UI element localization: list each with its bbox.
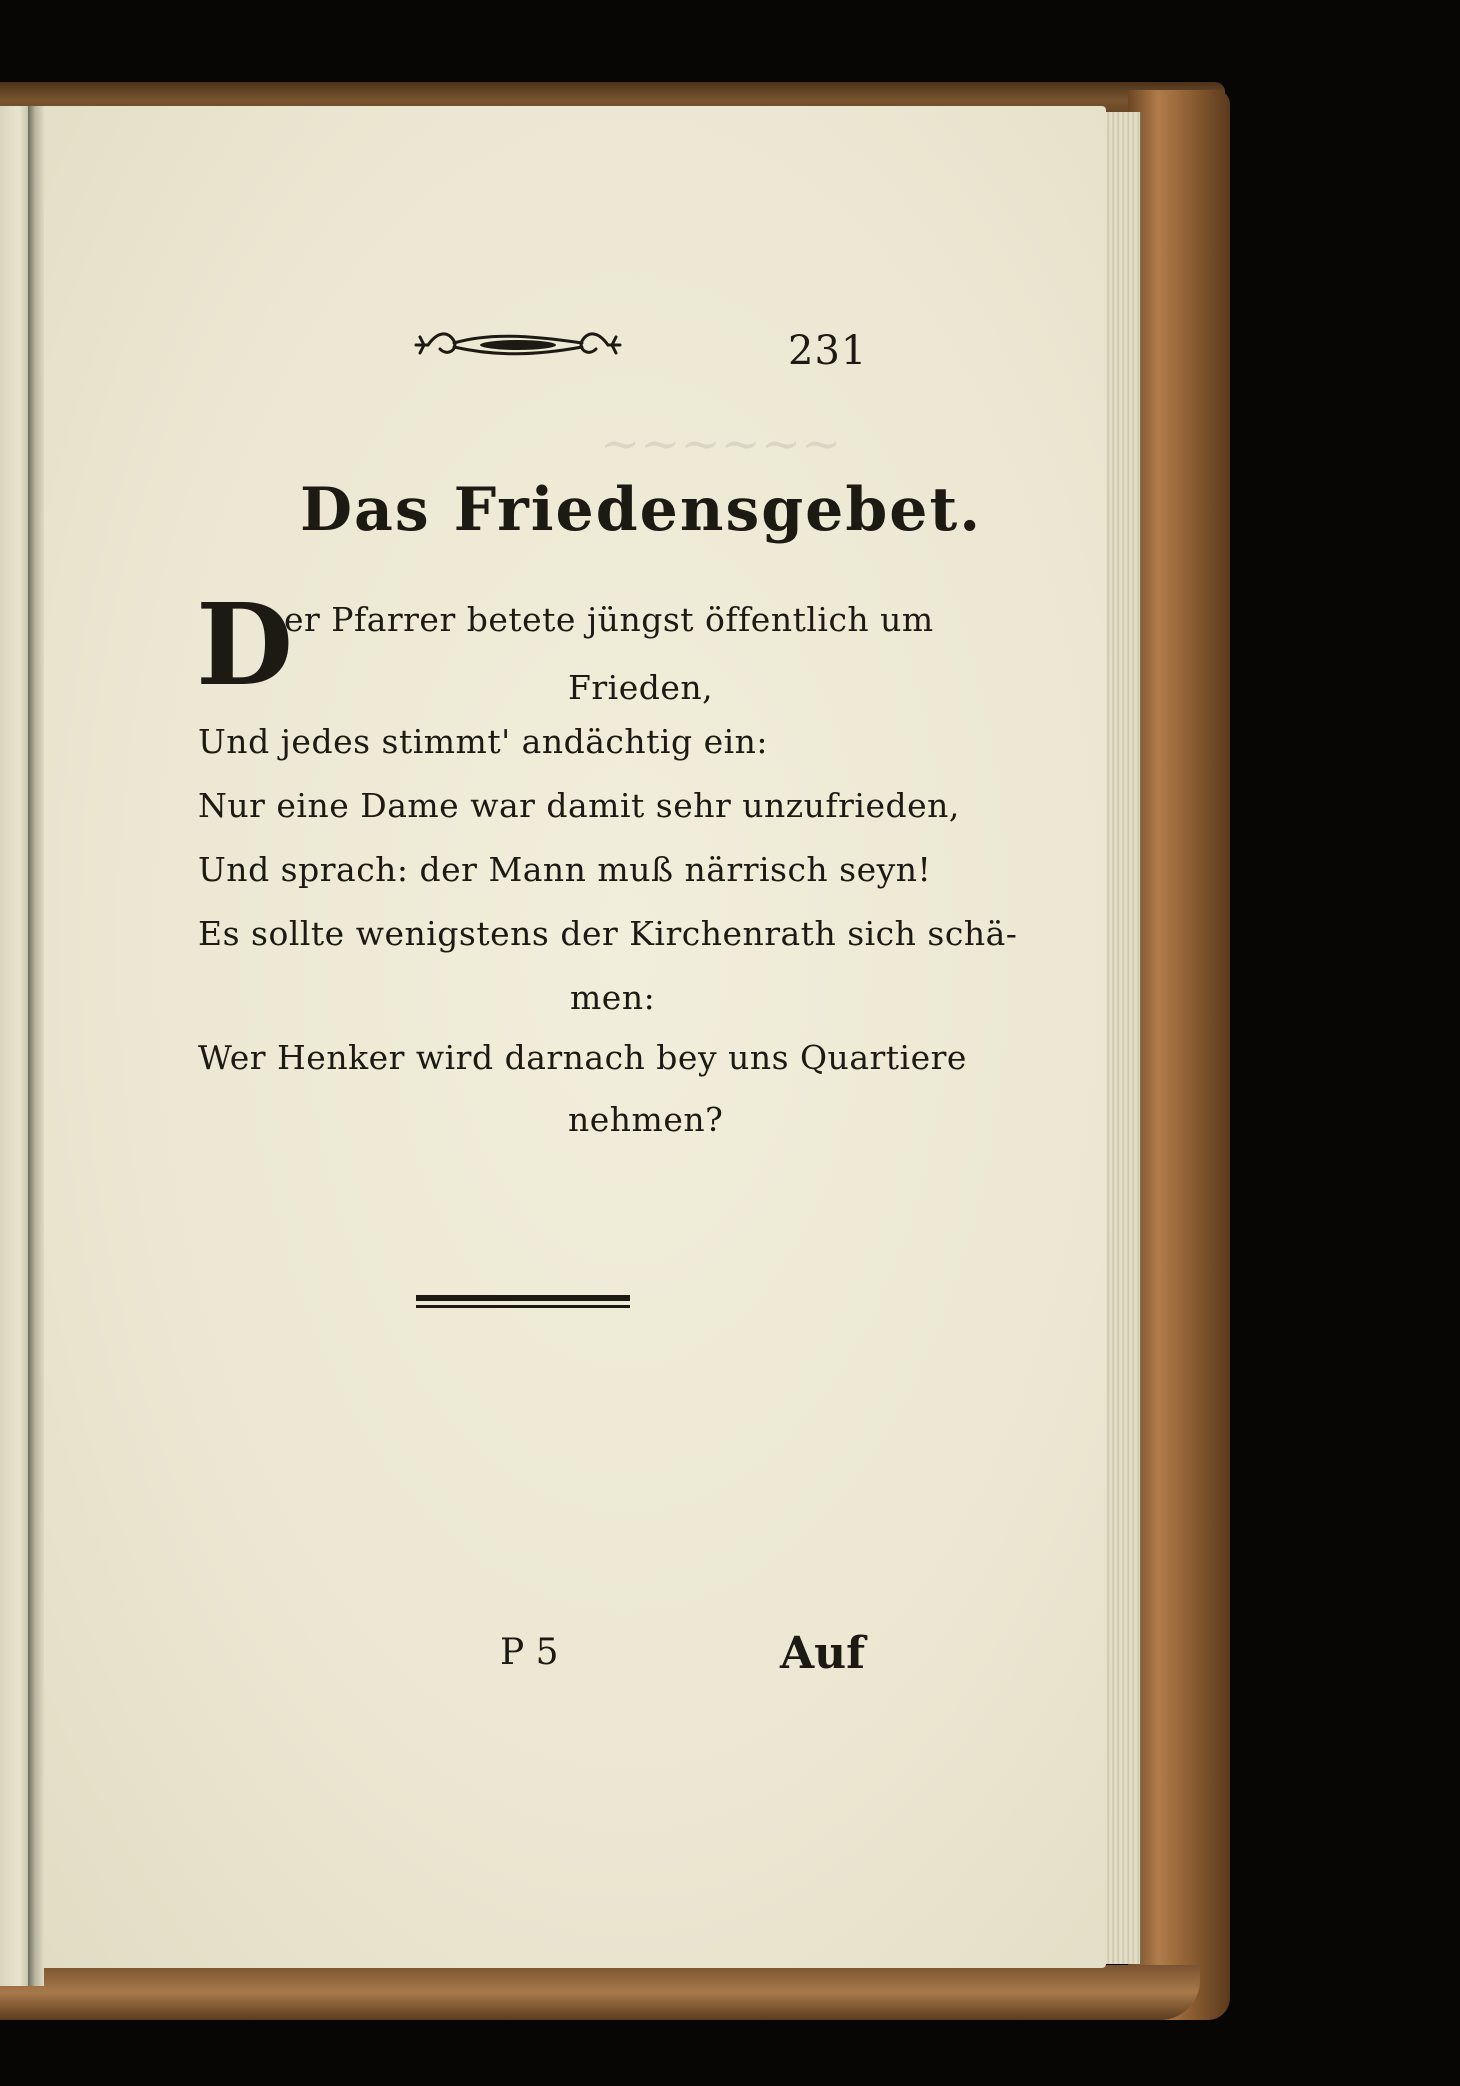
cover-bottom-edge <box>0 1965 1200 2020</box>
poem-line: nehmen? <box>568 1100 724 1139</box>
poem-title: Das Friedensgebet. <box>300 475 983 545</box>
book-page <box>40 106 1106 1968</box>
cover-right-edge <box>1128 90 1230 2020</box>
show-through-text: ~~~~~~ <box>600 416 842 472</box>
poem-line: Frieden, <box>568 668 714 707</box>
catchword: Auf <box>780 1628 866 1679</box>
poem-line: Und jedes stimmt' andächtig ein: <box>198 722 769 761</box>
poem-line: men: <box>570 978 656 1017</box>
poem-line: er Pfarrer betete jüngst öffentlich um <box>284 600 934 639</box>
page-number: 231 <box>788 328 868 374</box>
poem-line: Und sprach: der Mann muß närrisch seyn! <box>198 850 932 889</box>
page-block-edges <box>1100 112 1142 1964</box>
signature-mark: P 5 <box>500 1632 559 1673</box>
poem-line: Nur eine Dame war damit sehr unzufrieden, <box>198 786 960 825</box>
poem-line: Wer Henker wird darnach bey uns Quartiere <box>198 1038 967 1077</box>
gutter-shadow <box>28 106 44 1986</box>
double-rule <box>416 1295 630 1311</box>
ornament-icon <box>408 323 628 367</box>
poem-line: Es sollte wenigstens der Kirchenrath sich schä- <box>198 914 1018 953</box>
drop-cap: D <box>196 580 294 711</box>
